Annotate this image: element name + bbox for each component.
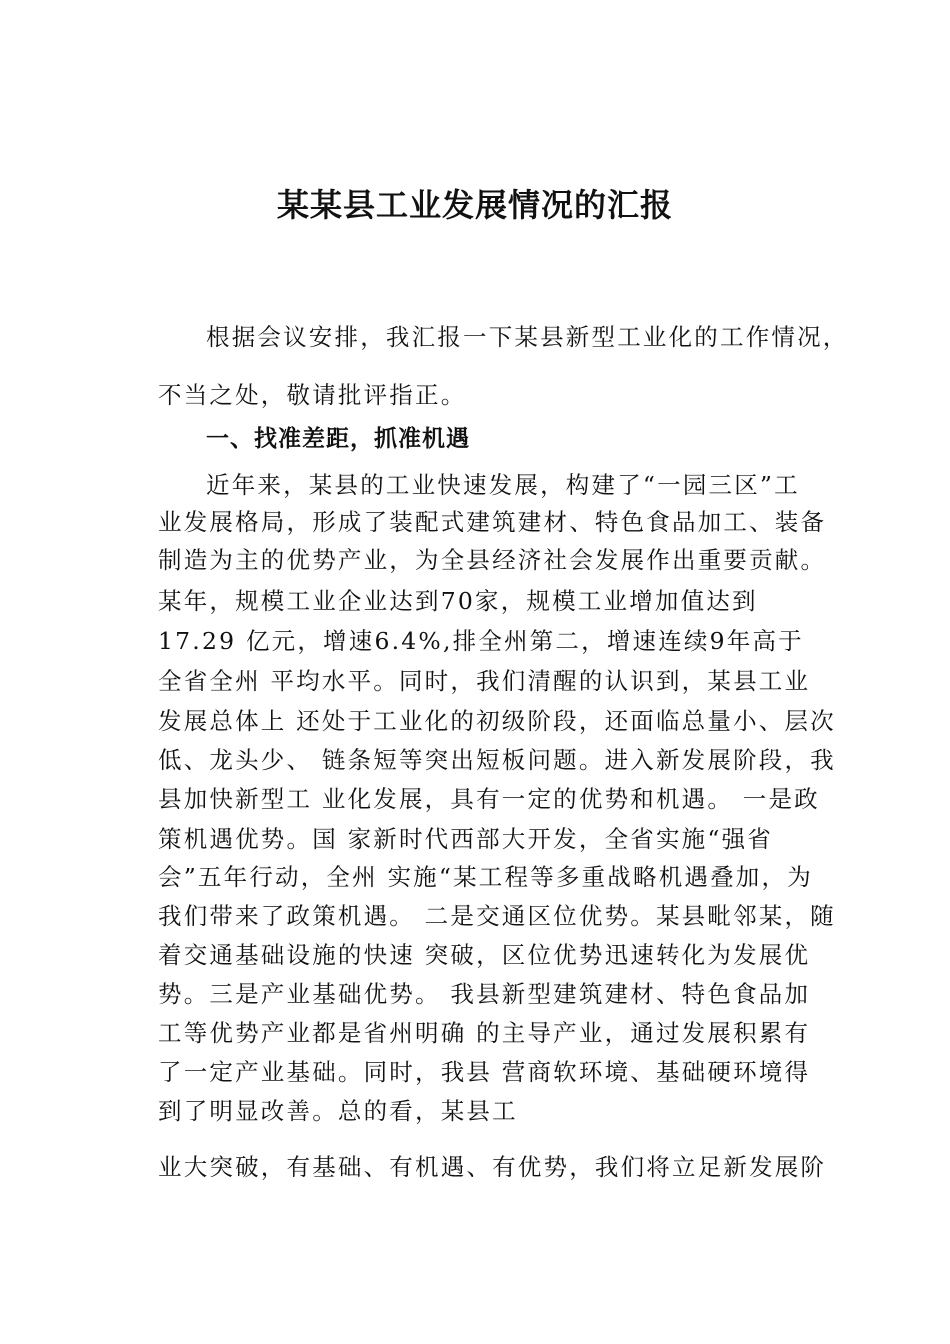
paragraph-line: 工等优势产业都是省州明确 的主导产业，通过发展积累有	[158, 1019, 811, 1047]
paragraph-line: 某年，规模工业企业达到70家，规模工业增加值达到	[158, 587, 758, 615]
paragraph-line: 势。三是产业基础优势。 我县新型建筑建材、特色食品加	[158, 980, 811, 1008]
section-heading: 一、找准差距，抓准机遇	[206, 426, 470, 452]
paragraph-line: 低、龙头少、 链条短等突出短板问题。进入新发展阶段，我	[158, 746, 836, 774]
document-title: 某某县工业发展情况的汇报	[276, 186, 673, 224]
paragraph-line: 了一定产业基础。同时，我县 营商软环境、基础硬环境得	[158, 1058, 811, 1086]
paragraph-line: 策机遇优势。国 家新时代西部大开发，全省实施“强省	[158, 825, 773, 853]
paragraph-line: 制造为主的优势产业，为全县经济社会发展作出重要贡献。	[158, 546, 827, 574]
paragraph-line: 我们带来了政策机遇。 二是交通区位优势。某县毗邻某，随	[158, 902, 836, 930]
paragraph-line: 近年来，某县的工业快速发展，构建了“一园三区”工	[206, 471, 800, 499]
intro-line: 根据会议安排，我汇报一下某县新型工业化的工作情况，	[206, 323, 849, 351]
paragraph-line: 发展总体上 还处于工业化的初级阶段，还面临总量小、层次	[158, 707, 836, 735]
paragraph-line: 17.29 亿元，增速6.4%,排全州第二，增速连续9年高于	[158, 627, 804, 655]
paragraph-line: 业发展格局，形成了装配式建筑建材、特色食品加工、装备	[158, 508, 827, 536]
paragraph-line: 着交通基础设施的快速 突破，区位优势迅速转化为发展优	[158, 941, 811, 969]
paragraph-line: 到了明显改善。总的看，某县工	[158, 1097, 518, 1125]
paragraph-line: 县加快新型工 业化发展，具有一定的优势和机遇。 一是政	[158, 785, 820, 813]
paragraph-line: 全省全州 平均水平。同时，我们清醒的认识到，某县工业	[158, 667, 811, 695]
paragraph-line: 会”五年行动，全州 实施“某工程等多重战略机遇叠加，为	[158, 863, 813, 891]
paragraph-line: 业大突破，有基础、有机遇、有优势，我们将立足新发展阶	[158, 1153, 827, 1181]
intro-line: 不当之处，敬请批评指正。	[158, 381, 467, 409]
